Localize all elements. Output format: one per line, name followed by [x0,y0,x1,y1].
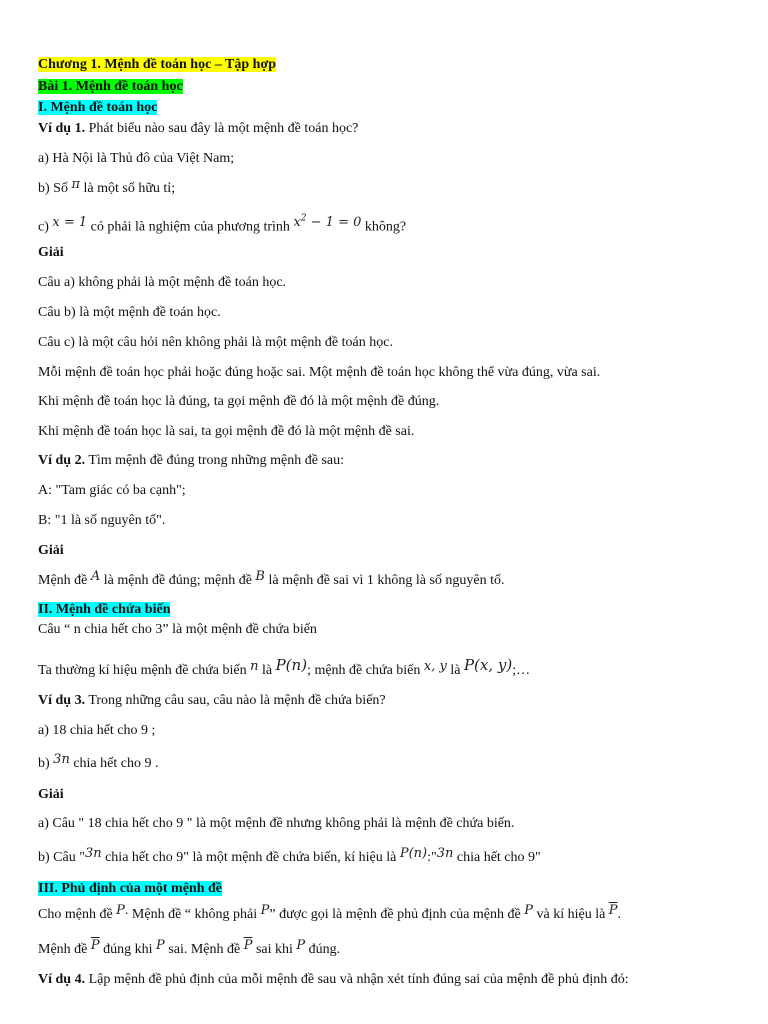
example1-label: Ví dụ 1. [38,121,86,136]
math-p-of-n-b: P(n) [399,846,428,861]
notation-la2: là [446,663,464,678]
math-p-5: P [296,938,306,953]
solution3-l2-prefix: b) Câu " [38,850,85,865]
equation-rest: − 1 = 0 [306,215,362,231]
solution3-l2-middle: chia hết cho 9" là một mệnh đề chứa biến, kí hiệu là [101,850,400,865]
equation-x-equals-1: x = 1 [52,215,88,231]
sec3-l1-middle3: và kí hiệu là [532,907,609,922]
example1-text: Phát biểu nào sau đây là một mệnh đề toán học? [85,121,359,136]
section2-title-text: II. Mệnh đề chứa biến [38,602,171,617]
math-3n: 3n [53,752,70,767]
math-n: n [250,659,259,674]
rule-line3: Khi mệnh đề toán học là sai, ta gọi mệnh đề đó là một mệnh đề sai. [38,424,415,439]
solution2-middle: là mệnh đề đúng; mệnh đề [100,573,256,588]
math-p-4: P [156,938,165,953]
section3-line2 [38,938,341,959]
example3-option-a: a) 18 chia hết cho 9 ; [38,723,156,738]
example1-question [38,120,358,138]
option-c-middle: có phải là nghiệm của phương trình [87,219,294,235]
notation-middle: ; mệnh đề chứa biến [307,663,424,678]
math-p-of-n: P(n) [275,656,308,674]
notation-prefix: Ta thường kí hiệu mệnh đề chứa biến [38,663,251,678]
section2-title [38,601,170,619]
section3-line1 [38,903,622,924]
solution1-line3: Câu c) là một câu hỏi nên không phải là một mệnh đề toán học. [38,335,393,350]
example2-label: Ví dụ 2. [38,453,86,468]
sec3-l1-middle: Mệnh đề “ không phải [128,907,261,922]
solution2-prefix: Mệnh đề [38,573,91,588]
notation-end: ;… [512,663,531,678]
math-p-of-x-y: P(x, y) [463,656,513,674]
solution3-label: Giải [38,787,64,802]
section3-title [38,880,222,898]
section3-title-text: III. Phủ định của một mệnh đề [38,881,222,896]
solution2-suffix: là mệnh đề sai vì 1 không là số nguyên tố. [264,573,505,588]
math-p-3: P [524,903,533,918]
example1-option-b [38,177,176,198]
option-b-prefix: b) Số [38,181,72,196]
chapter-title-text: Chương 1. Mệnh đề toán học – Tập hợp [38,57,276,72]
solution1-line1: Câu a) không phải là một mệnh đề toán học. [38,275,287,290]
equation-x-squared [293,215,361,230]
math-3n-b: 3n [436,846,454,861]
sec3-l2-middle2: sai. Mệnh đề [164,942,244,957]
example3-label: Ví dụ 3. [38,693,86,708]
example3-question [38,692,386,710]
section1-title [38,99,157,117]
example2-statement-b: B: "1 là số nguyên tố". [38,513,166,528]
notation-la: là [258,663,276,678]
pi-symbol: π [71,177,80,192]
example1-option-c [38,214,406,236]
example4-label: Ví dụ 4. [38,972,86,987]
sec3-l1-dot: . [124,903,129,918]
example4-question [38,971,629,989]
example2-question [38,452,344,470]
example2-statement-a: A: "Tam giác có ba cạnh"; [38,483,186,498]
sec3-l2-middle3: sai khi [252,942,297,957]
solution1-line2: Câu b) là một mệnh đề toán học. [38,305,221,320]
option-b-suffix: là một số hữu tỉ; [80,181,176,196]
option-c-suffix: không? [361,219,407,235]
math-3n-a: 3n [84,846,102,861]
example2-text: Tìm mệnh đề đúng trong những mệnh đề sau: [85,453,344,468]
sec3-l1-middle2: ” được gọi là mệnh đề phủ định của mệnh đề [269,907,525,922]
option-c-prefix: c) [38,219,53,235]
example1-option-a [38,150,234,168]
sec3-l2-middle: đúng khi [99,942,157,957]
solution3-l2-quote: :" [427,850,437,865]
section2-intro: Câu “ n chia hết cho 3” là một mệnh đề chứa biến [38,622,317,637]
example3-b-prefix: b) [38,756,54,771]
math-b: B [255,569,265,584]
math-a: A [90,569,101,584]
solution2-label: Giải [38,543,64,558]
x-base: x [293,215,301,231]
lesson-title-text: Bài 1. Mệnh đề toán học [38,79,183,94]
solution3-l2-suffix: chia hết cho 9" [453,850,541,865]
solution1-label: Giải [38,245,64,260]
math-p-bar-3: $\overline{P}$ [243,938,253,953]
sec3-l2-end: đúng. [305,942,341,957]
solution3-line1: a) Câu " 18 chia hết cho 9 " là một mệnh đề nhưng không phải là mệnh đề chứa biến. [38,816,515,831]
rule-line1: Mỗi mệnh đề toán học phải hoặc đúng hoặc sai. Một mệnh đề toán học không thể vừa đúng, vừa sai. [38,365,601,380]
rule-line2: Khi mệnh đề toán học là đúng, ta gọi mệnh đề đó là một mệnh đề đúng. [38,394,440,409]
section1-title-text: I. Mệnh đề toán học [38,100,158,115]
option-a-text: a) Hà Nội là Thủ đô của Việt Nam; [38,151,235,166]
math-x-y: x, y [423,659,447,674]
sec3-l1-end: . [617,907,622,922]
math-p-bar: $\overline{P}$ [608,903,618,918]
solution3-line2 [38,846,541,867]
sec3-l2-prefix: Mệnh đề [38,942,91,957]
math-p-1: P [116,903,125,918]
math-p-2: P [260,903,270,918]
solution2-line [38,569,505,590]
example4-text: Lập mệnh đề phủ định của mỗi mệnh đề sau và nhận xét tính đúng sai của mệnh đề phủ định đó: [85,972,629,987]
example3-option-b [38,752,159,773]
section2-notation [38,656,531,680]
example3-text: Trong những câu sau, câu nào là mệnh đề chứa biến? [85,693,386,708]
example3-b-suffix: chia hết cho 9 . [69,756,159,771]
sec3-l1-prefix: Cho mệnh đề [38,907,117,922]
chapter-title [38,56,276,74]
math-p-bar-2: $\overline{P}$ [90,938,100,953]
exponent: 2 [300,214,307,224]
lesson-title [38,78,183,96]
